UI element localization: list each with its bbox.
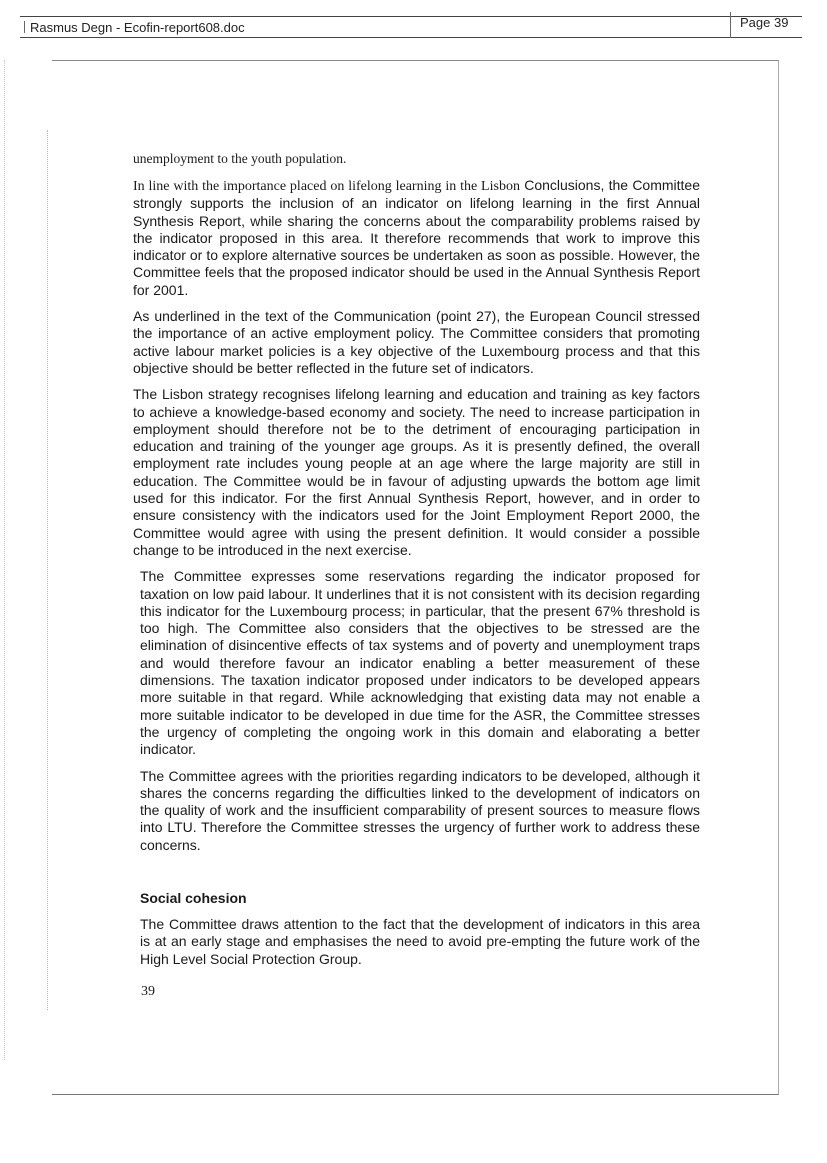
continuation-line: unemployment to the youth population. <box>133 151 347 166</box>
paragraph-social-cohesion: The Committee draws attention to the fact that the development of indicators in this area is at an early stage and emphasises the need to avoid pre-empting the future work of the High Level Social Protection Group. <box>140 915 700 967</box>
header-top-rule <box>20 16 802 17</box>
paragraph-lifelong-learning <box>133 177 700 299</box>
document-body <box>133 150 700 1000</box>
margin-line <box>47 130 48 1010</box>
paragraph-rest: Conclusions, the Committee strongly supports the inclusion of an indicator on lifelong learning in the first Annual Synthesis Report, while sharing the concerns about the comparability problems raised by the indicator proposed in this area. It therefore recommends that work to improve this indicator or to explore alternative sources be undertaken as soon as possible. However, the Committee feels that the proposed indicator should be used in the Annual Synthesis Report for 2001. <box>133 177 701 298</box>
paragraph-active-policy: As underlined in the text of the Communication (point 27), the European Council stressed the importance of an active employment policy. The Committee considers that promoting active labour market policies is a key objective of the Luxembourg process and that this objective should be better reflected in the future set of indicators. <box>133 308 700 376</box>
header-bottom-rule <box>20 37 802 38</box>
document-title: Rasmus Degn - Ecofin-report608.doc <box>24 20 245 35</box>
paragraph-taxation: The Committee expresses some reservations regarding the indicator proposed for taxation on low paid labour. It underlines that it is not consistent with its decision regarding this indicator for the Luxembourg process; in particular, that the present 67% threshold is too high. The Committee also considers that the objectives to be stressed are the elimination of disincentive effects of tax systems and of poverty and unemployment traps and would therefore favour an indicator enabling a better measurement of these dimensions. The taxation indicator proposed under indicators to be developed appears more suitable in that regard. While acknowledging that existing data may not enable a more suitable indicator to be developed in due time for the ASR, the Committee stresses the urgency of completing the ongoing work in this domain and elaborating a better indicator. <box>140 568 700 758</box>
header-divider <box>730 12 731 38</box>
paragraph-lisbon-strategy: The Lisbon strategy recognises lifelong learning and education and training as key factors to achieve a knowledge-based economy and society. The need to increase participation in employment should therefore not be to the detriment of encouraging participation in education and training of the younger age groups. As it is presently defined, the overall employment rate includes young people at an age where the large majority are still in education. The Committee would be in favour of adjusting upwards the bottom age limit used for this indicator. For the first Annual Synthesis Report, however, and in order to ensure consistency with the indicators used for the Joint Employment Report 2000, the Committee would agree with using the present definition. It would consider a possible change to be introduced in the next exercise. <box>133 386 700 558</box>
section-heading: Social cohesion <box>140 889 247 906</box>
scan-margin-marks <box>4 60 9 1060</box>
page-label: Page 39 <box>740 15 789 30</box>
paragraph-priorities: The Committee agrees with the priorities regarding indicators to be developed, although it shares the concerns regarding the difficulties linked to the development of indicators on the quality of work and the insufficient comparability of present sources to measure flows into LTU. Therefore the Committee stresses the urgency of further work to address these concerns. <box>140 767 700 853</box>
page-number: 39 <box>141 983 155 999</box>
paragraph-lead: In line with the importance placed on lifelong learning in the Lisbon <box>133 179 520 194</box>
